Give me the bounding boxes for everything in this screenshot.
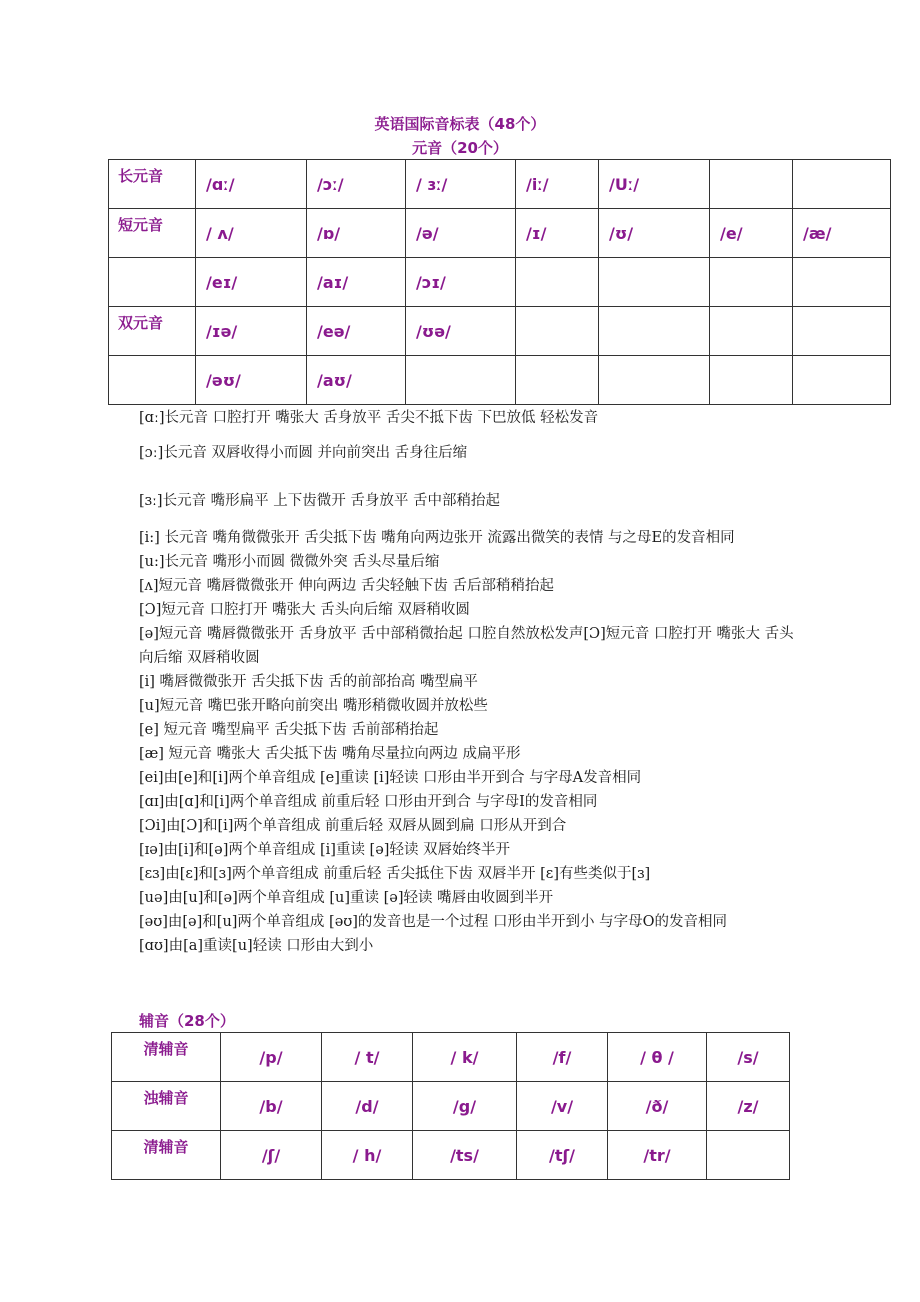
note-line: [ɑː]长元音 口腔打开 嘴张大 舌身放平 舌尖不抵下齿 下巴放低 轻松发音: [139, 410, 599, 426]
consonants-heading: 辅音（28个）: [139, 1012, 235, 1030]
note-line: [ɑʊ]由[a]重读[u]轻读 口形由大到小: [139, 938, 374, 954]
note-line: [ɑɪ]由[ɑ]和[i]两个单音组成 前重后轻 口形由开到合 与字母I的发音相同: [139, 794, 598, 810]
consonant-cell: /tr/: [608, 1131, 707, 1180]
consonant-cell: / h/: [322, 1131, 413, 1180]
note-line: [e] 短元音 嘴型扁平 舌尖抵下齿 舌前部稍抬起: [139, 722, 439, 738]
vowel-cell: / ɜː/: [406, 160, 516, 209]
consonant-table: [111, 1032, 790, 1180]
vowel-cell: /æ/: [793, 209, 891, 258]
consonant-cell: / k/: [413, 1033, 517, 1082]
note-line: [ɜː]长元音 嘴形扁平 上下齿微开 舌身放平 舌中部稍抬起: [139, 493, 501, 509]
consonant-cell: /ts/: [413, 1131, 517, 1180]
vowel-row-label: [109, 356, 196, 405]
vowel-row-label: 短元音: [109, 209, 196, 258]
vowel-cell: /aʊ/: [307, 356, 406, 405]
note-line: [æ] 短元音 嘴张大 舌尖抵下齿 嘴角尽量拉向两边 成扁平形: [139, 746, 521, 762]
note-line: [ei]由[e]和[i]两个单音组成 [e]重读 [i]轻读 口形由半开到合 与字母A发音相同: [139, 770, 642, 786]
vowel-row: [109, 356, 891, 405]
vowel-row-label: 长元音: [109, 160, 196, 209]
vowel-cell: /ɒ/: [307, 209, 406, 258]
vowel-cell: [406, 356, 516, 405]
vowel-cell: [793, 160, 891, 209]
note-line: [Ɔi]由[Ɔ]和[i]两个单音组成 前重后轻 双唇从圆到扁 口形从开到合: [139, 818, 567, 834]
consonant-cell: [707, 1131, 790, 1180]
vowel-row-label: [109, 258, 196, 307]
vowel-cell: /eə/: [307, 307, 406, 356]
consonant-row-label: 清辅音: [112, 1131, 221, 1180]
vowel-row: [109, 258, 891, 307]
vowel-cell: /eɪ/: [196, 258, 307, 307]
consonant-cell: /p/: [221, 1033, 322, 1082]
consonant-cell: /v/: [517, 1082, 608, 1131]
vowel-cell: /ɑː/: [196, 160, 307, 209]
vowel-row: [109, 160, 891, 209]
vowel-cell: /əʊ/: [196, 356, 307, 405]
vowel-row-label: 双元音: [109, 307, 196, 356]
vowel-cell: /ʊə/: [406, 307, 516, 356]
vowels-heading: 元音（20个）: [412, 139, 508, 157]
vowel-cell: [710, 160, 793, 209]
pronunciation-notes: [139, 406, 799, 958]
vowel-cell: /e/: [710, 209, 793, 258]
vowel-cell: [516, 307, 599, 356]
consonant-cell: / t/: [322, 1033, 413, 1082]
vowel-cell: [793, 258, 891, 307]
note-line: [i:] 长元音 嘴角微微张开 舌尖抵下齿 嘴角向两边张开 流露出微笑的表情 与之母E的发音相同: [139, 530, 735, 546]
note-line: [ɪə]由[i]和[ə]两个单音组成 [i]重读 [ə]轻读 双唇始终半开: [139, 842, 511, 858]
vowel-cell: [710, 258, 793, 307]
note-line: [Ɔ]短元音 口腔打开 嘴张大 舌头向后缩 双唇稍收圆: [139, 602, 470, 618]
vowel-row: [109, 209, 891, 258]
vowel-cell: /ɪə/: [196, 307, 307, 356]
vowel-cell: /ʊ/: [599, 209, 710, 258]
vowel-cell: [599, 258, 710, 307]
consonant-cell: /z/: [707, 1082, 790, 1131]
vowel-table: [108, 159, 891, 405]
vowel-cell: / ʌ/: [196, 209, 307, 258]
consonant-cell: /s/: [707, 1033, 790, 1082]
vowel-cell: [516, 258, 599, 307]
vowel-cell: /ɔɪ/: [406, 258, 516, 307]
note-line: [uə]由[u]和[ə]两个单音组成 [u]重读 [ə]轻读 嘴唇由收圆到半开: [139, 890, 554, 906]
note-line: [u]短元音 嘴巴张开略向前突出 嘴形稍微收圆并放松些: [139, 698, 488, 714]
vowel-row: [109, 307, 891, 356]
consonant-row-label: 浊辅音: [112, 1082, 221, 1131]
note-line: [ɔː]长元音 双唇收得小而圆 并向前突出 舌身往后缩: [139, 445, 468, 461]
note-line: [u:]长元音 嘴形小而圆 微微外突 舌头尽量后缩: [139, 554, 440, 570]
vowel-cell: [710, 356, 793, 405]
consonant-cell: /g/: [413, 1082, 517, 1131]
vowel-cell: [516, 356, 599, 405]
vowel-cell: /aɪ/: [307, 258, 406, 307]
consonant-cell: /b/: [221, 1082, 322, 1131]
consonant-cell: /d/: [322, 1082, 413, 1131]
note-line: [ə]短元音 嘴唇微微张开 舌身放平 舌中部稍微抬起 口腔自然放松发声[Ɔ]短元音 口腔打开 嘴张大 舌头向后缩 双唇稍收圆: [139, 626, 794, 666]
consonant-cell: /ð/: [608, 1082, 707, 1131]
vowel-cell: [710, 307, 793, 356]
vowel-cell: [599, 307, 710, 356]
vowel-cell: /ɪ/: [516, 209, 599, 258]
page-title: 英语国际音标表（48个）: [374, 115, 546, 133]
note-line: [ɛɜ]由[ɛ]和[ɜ]两个单音组成 前重后轻 舌尖抵住下齿 双唇半开 [ɛ]有些类似于[ɜ]: [139, 866, 651, 882]
consonant-cell: /f/: [517, 1033, 608, 1082]
vowel-cell: [793, 307, 891, 356]
vowel-cell: /Uː/: [599, 160, 710, 209]
consonant-row: [112, 1082, 790, 1131]
consonant-row: [112, 1131, 790, 1180]
vowel-cell: /ɔː/: [307, 160, 406, 209]
consonant-cell: / θ /: [608, 1033, 707, 1082]
vowel-cell: [793, 356, 891, 405]
consonant-cell: /tʃ/: [517, 1131, 608, 1180]
vowel-cell: /ə/: [406, 209, 516, 258]
vowel-cell: /iː/: [516, 160, 599, 209]
consonant-cell: /ʃ/: [221, 1131, 322, 1180]
note-line: [əʊ]由[ə]和[u]两个单音组成 [əʊ]的发音也是一个过程 口形由半开到小 与字母O的发音相同: [139, 914, 728, 930]
consonant-row-label: 清辅音: [112, 1033, 221, 1082]
consonant-row: [112, 1033, 790, 1082]
vowel-cell: [599, 356, 710, 405]
note-line: [i] 嘴唇微微张开 舌尖抵下齿 舌的前部抬高 嘴型扁平: [139, 674, 478, 690]
note-line: [ʌ]短元音 嘴唇微微张开 伸向两边 舌尖轻触下齿 舌后部稍稍抬起: [139, 578, 554, 594]
